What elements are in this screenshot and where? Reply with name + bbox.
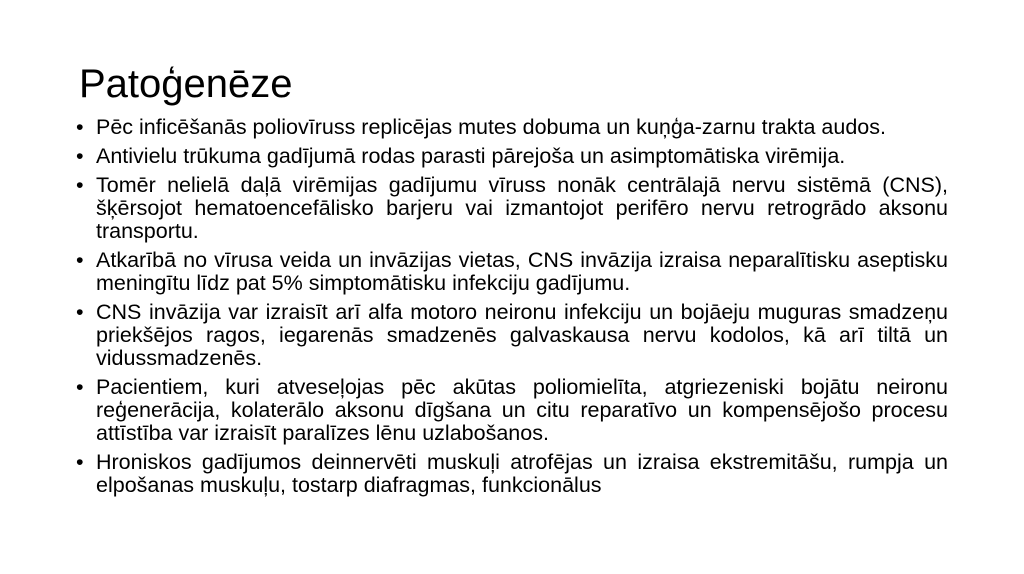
bullet-icon: •	[76, 375, 84, 399]
bullet-item	[76, 174, 948, 243]
bullet-icon: •	[76, 248, 84, 272]
bullet-item	[76, 301, 948, 370]
bullet-item	[76, 249, 948, 295]
bullet-text: Atkarībā no vīrusa veida un invāzijas vietas, CNS invāzija izraisa neparalītisku aseptisku meningītu līdz pat 5% simptomātisku infekciju gadījumu.	[96, 248, 948, 295]
bullet-text: Antivielu trūkuma gadījumā rodas parasti pārejoša un asimptomātiska virēmija.	[96, 144, 846, 168]
bullet-icon: •	[76, 450, 84, 474]
slide-title: Patoģenēze	[79, 62, 293, 106]
bullet-item	[76, 116, 948, 139]
bullet-text: Hroniskos gadījumos deinnervēti muskuļi atrofējas un izraisa ekstremitāšu, rumpja un elpošanas muskuļu, tostarp diafragmas, funkcionālus	[96, 450, 948, 497]
bullet-text: Tomēr nelielā daļā virēmijas gadījumu vīruss nonāk centrālajā nervu sistēmā (CNS), šķērsojot hematoencefālisko barjeru vai izmantojot perifēro nervu retrogrādo aksonu transportu.	[96, 173, 948, 243]
bullet-icon: •	[76, 173, 84, 197]
bullet-list	[76, 116, 948, 503]
bullet-item	[76, 376, 948, 445]
bullet-text: CNS invāzija var izraisīt arī alfa motoro neironu infekciju un bojāeju muguras smadzeņu priekšējos ragos, iegarenās smadzenēs galvaskausa nervu kodolos, kā arī tiltā un vidussmadzenēs.	[96, 300, 948, 370]
bullet-item	[76, 451, 948, 497]
bullet-icon: •	[76, 144, 84, 168]
bullet-icon: •	[76, 115, 84, 139]
bullet-text: Pacientiem, kuri atveseļojas pēc akūtas poliomielīta, atgriezeniski bojātu neironu reģenerācija, kolaterālo aksonu dīgšana un citu reparatīvo un kompensējošo procesu attīstība var izraisīt paralīzes lēnu uzlabošanos.	[96, 375, 948, 445]
bullet-icon: •	[76, 300, 84, 324]
bullet-text: Pēc inficēšanās poliovīruss replicējas mutes dobuma un kuņģa-zarnu trakta audos.	[96, 115, 886, 139]
bullet-item	[76, 145, 948, 168]
